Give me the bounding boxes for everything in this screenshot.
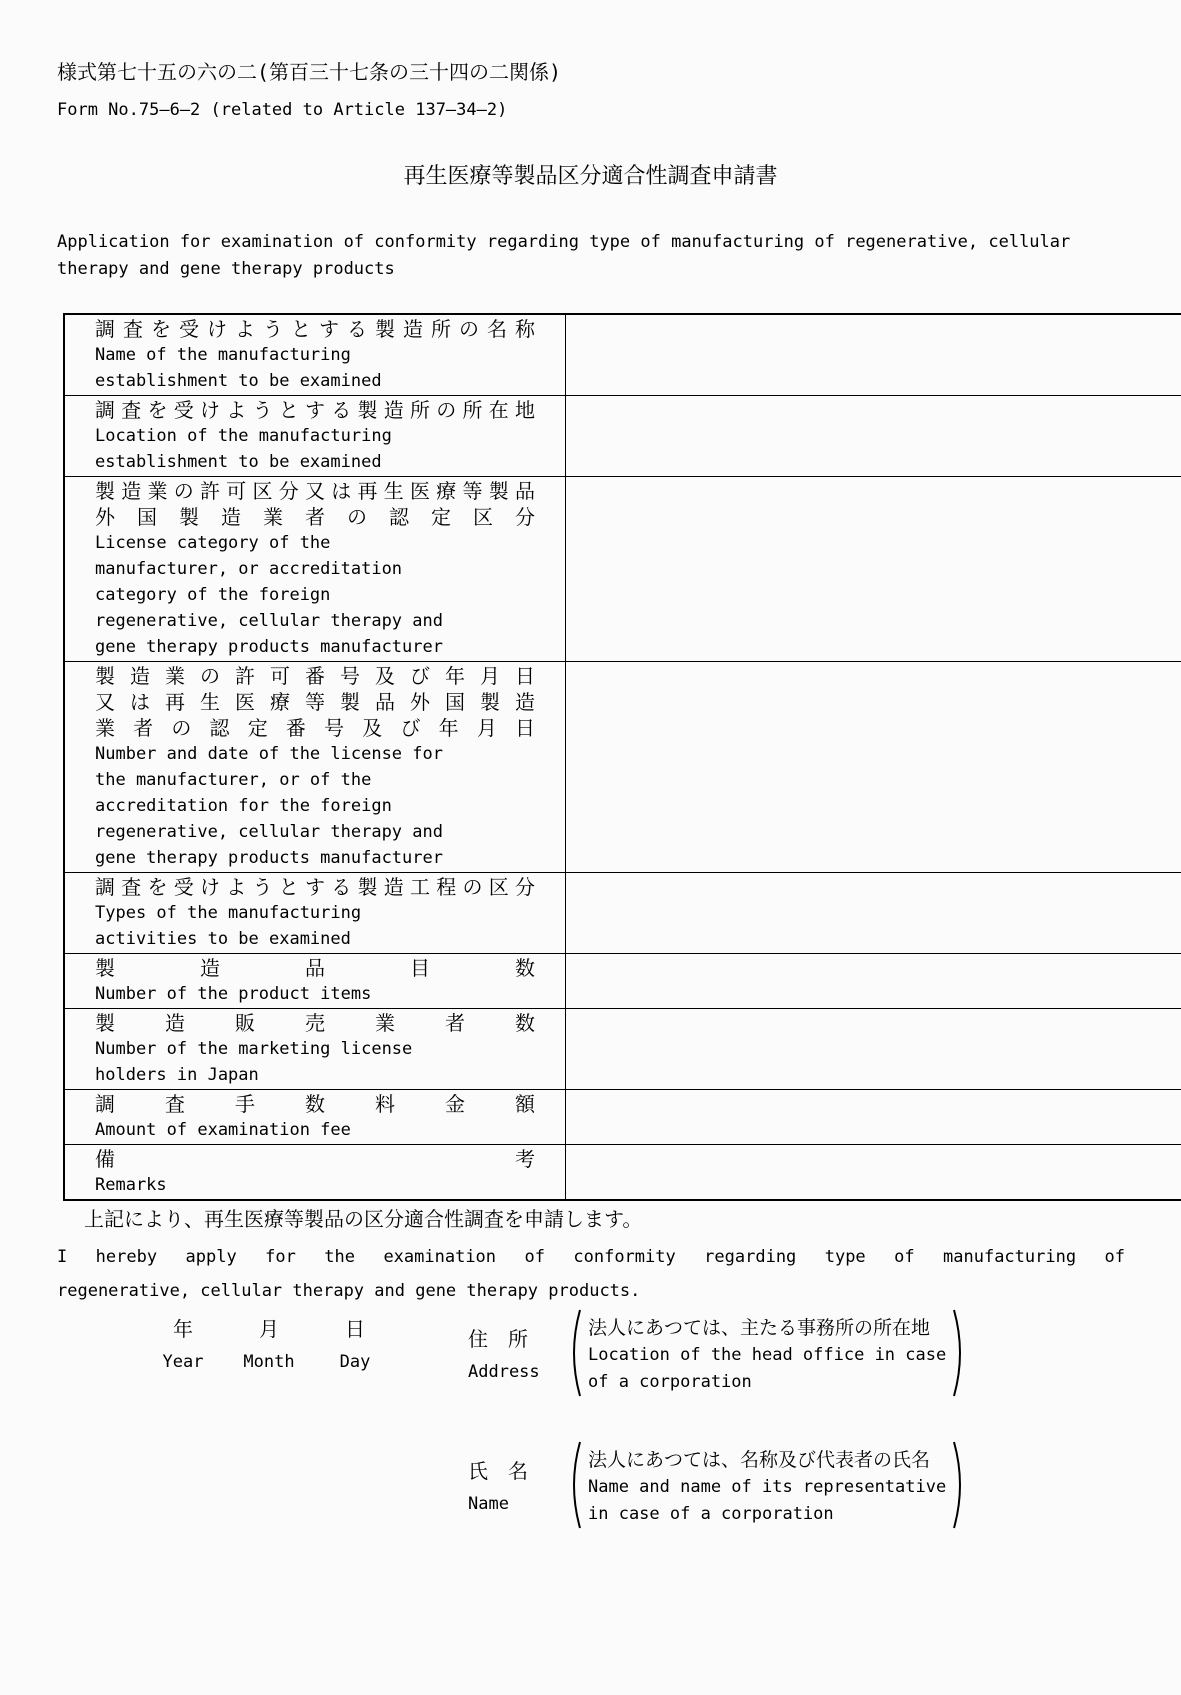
address-label bbox=[468, 1322, 560, 1388]
row-label-examination-fee: 調査手数料金額 Amount of examination fee bbox=[64, 1090, 566, 1145]
address-note-jp: 法人にあつては、主たる事務所の所在地 bbox=[588, 1317, 931, 1339]
date-fields[interactable] bbox=[140, 1312, 398, 1378]
table-row bbox=[64, 1009, 1181, 1090]
value-license-number-date[interactable] bbox=[566, 662, 1181, 873]
month-label-jp: 月 bbox=[259, 1317, 279, 1341]
address-label-jp: 住 所 bbox=[468, 1327, 528, 1351]
name-label bbox=[468, 1454, 560, 1520]
row-label-license-category: 製造業の許可区分又は再生医療等製品 外国製造業者の認定区分 License category of the manufacturer, or accreditation category of the foreign regenerative, cellular therapy and gene therapy products manufacturer bbox=[64, 477, 566, 662]
row-label-establishment-location: 調査を受けようとする製造所の所在地 Location of the manufacturing establishment to be examined bbox=[64, 396, 566, 477]
value-license-category[interactable] bbox=[566, 477, 1181, 662]
value-product-items[interactable] bbox=[566, 954, 1181, 1009]
form-style-number-jp: 様式第七十五の六の二(第百三十七条の三十四の二関係) bbox=[57, 60, 562, 84]
page-title: 再生医療等製品区分適合性調査申請書 bbox=[403, 164, 778, 189]
row-label-marketing-license-holders: 製造販売業者数 Number of the marketing license holders in Japan bbox=[64, 1009, 566, 1090]
address-note-en-line1: Location of the head office in case bbox=[588, 1345, 947, 1365]
open-paren-icon bbox=[566, 1308, 582, 1402]
row-label-manufacturing-activities: 調査を受けようとする製造工程の区分 Types of the manufacturing activities to be examined bbox=[64, 873, 566, 954]
open-paren-icon bbox=[566, 1440, 582, 1534]
value-manufacturing-activities[interactable] bbox=[566, 873, 1181, 954]
table-row bbox=[64, 396, 1181, 477]
application-table bbox=[63, 313, 1181, 1201]
address-label-en: Address bbox=[468, 1362, 540, 1382]
close-paren-icon bbox=[952, 1440, 968, 1534]
value-establishment-name[interactable] bbox=[566, 314, 1181, 396]
year-field[interactable] bbox=[140, 1312, 226, 1378]
name-note-en-line2: in case of a corporation bbox=[588, 1504, 834, 1524]
day-label-en: Day bbox=[339, 1352, 371, 1372]
month-field[interactable] bbox=[226, 1312, 312, 1378]
table-row bbox=[64, 1090, 1181, 1145]
day-field[interactable] bbox=[312, 1312, 398, 1378]
month-label-en: Month bbox=[243, 1352, 295, 1372]
name-note bbox=[588, 1446, 946, 1528]
close-paren-icon bbox=[952, 1308, 968, 1402]
value-remarks[interactable] bbox=[566, 1145, 1181, 1201]
address-field[interactable] bbox=[468, 1308, 974, 1402]
value-establishment-location[interactable] bbox=[566, 396, 1181, 477]
day-label-jp: 日 bbox=[345, 1317, 365, 1341]
form-style-number-en: Form No.75—6—2 (related to Article 137—34—2) bbox=[57, 100, 508, 120]
row-label-remarks: 備考 Remarks bbox=[64, 1145, 566, 1201]
apply-statement-en-line2: regenerative, cellular therapy and gene therapy products. bbox=[57, 1281, 641, 1301]
table-row bbox=[64, 477, 1181, 662]
page-title-en: Application for examination of conformity regarding type of manufacturing of regenerative, cellular therapy and gene therapy products bbox=[57, 232, 1071, 279]
value-marketing-license-holders[interactable] bbox=[566, 1009, 1181, 1090]
table-row bbox=[64, 314, 1181, 396]
value-examination-fee[interactable] bbox=[566, 1090, 1181, 1145]
row-label-product-items: 製造品目数 Number of the product items bbox=[64, 954, 566, 1009]
year-label-jp: 年 bbox=[173, 1317, 193, 1341]
name-note-jp: 法人にあつては、名称及び代表者の氏名 bbox=[588, 1449, 931, 1471]
apply-statement-en bbox=[57, 1240, 1125, 1308]
apply-statement-en-line1: I hereby apply for the examination of conformity regarding type of manufacturing of bbox=[57, 1247, 1125, 1267]
name-field[interactable] bbox=[468, 1440, 974, 1534]
table-row bbox=[64, 873, 1181, 954]
row-label-license-number-date: 製造業の許可番号及び年月日 又は再生医療等製品外国製造 業者の認定番号及び年月日 Number and date of the license for the manufacturer, or of the accreditation for the foreign regenerative, cellular therapy and gene therapy products manufacturer bbox=[64, 662, 566, 873]
table-row bbox=[64, 662, 1181, 873]
year-label-en: Year bbox=[162, 1352, 204, 1372]
name-label-jp: 氏 名 bbox=[468, 1459, 528, 1483]
name-note-en-line1: Name and name of its representative bbox=[588, 1477, 947, 1497]
row-label-establishment-name: 調査を受けようとする製造所の名称 Name of the manufacturing establishment to be examined bbox=[64, 314, 566, 396]
name-label-en: Name bbox=[468, 1494, 509, 1514]
address-note bbox=[588, 1314, 946, 1396]
table-row bbox=[64, 954, 1181, 1009]
address-note-en-line2: of a corporation bbox=[588, 1372, 752, 1392]
table-row bbox=[64, 1145, 1181, 1201]
apply-statement-jp: 上記により、再生医療等製品の区分適合性調査を申請します。 bbox=[84, 1207, 643, 1231]
